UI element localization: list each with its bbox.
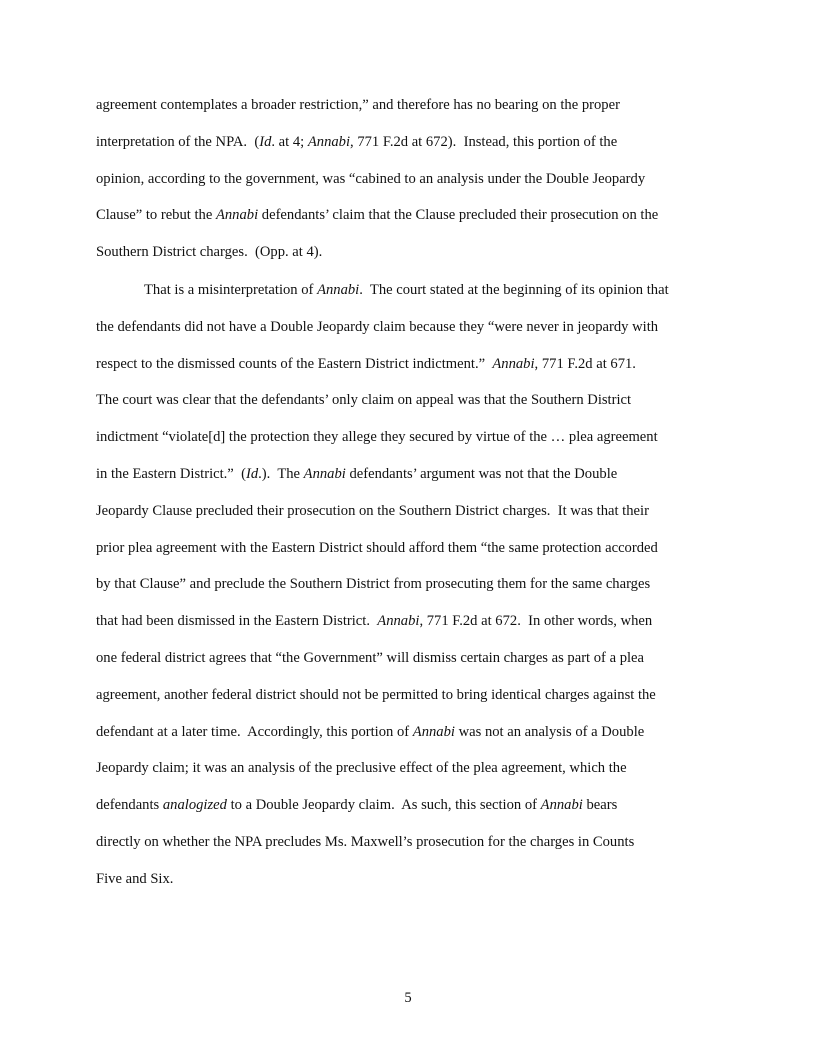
italic-citation: Annabi — [377, 613, 420, 630]
text-line: in the Eastern District.” (Id.). The Annabi defendants’ argument was not that the Double — [96, 466, 618, 482]
text-line: agreement contemplates a broader restriction,” and therefore has no bearing on the proper — [96, 97, 620, 113]
text-line: Jeopardy Clause precluded their prosecution on the Southern District charges. It was that their — [96, 502, 649, 519]
text-line: defendants analogized to a Double Jeopardy claim. As such, this section of Annabi bears — [96, 797, 618, 814]
italic-citation: Annabi — [317, 282, 360, 298]
italic-citation: Id — [259, 133, 272, 150]
text-line: That is a misinterpretation of Annabi. The court stated at the beginning of its opinion that — [144, 282, 669, 298]
italic-citation: Annabi — [215, 207, 259, 224]
text-line: by that Clause” and preclude the Southern District from prosecuting them for the same charges — [96, 576, 651, 593]
text-line: defendant at a later time. Accordingly, this portion of Annabi was not an analysis of a Double — [96, 723, 645, 740]
text-line: The court was clear that the defendants’ only claim on appeal was that the Southern District — [96, 392, 632, 409]
text-line: that had been dismissed in the Eastern District. Annabi, 771 F.2d at 672. In other words, when — [96, 613, 653, 630]
text-line: indictment “violate[d] the protection they allege they secured by virtue of the … plea agreement — [96, 429, 658, 446]
text-line: Clause” to rebut the Annabi defendants’ claim that the Clause precluded their prosecution on the — [96, 207, 659, 224]
italic-citation: Id — [245, 466, 259, 482]
text-line: interpretation of the NPA. (Id. at 4; Annabi, 771 F.2d at 672). Instead, this portion of the — [96, 133, 618, 150]
text-line: prior plea agreement with the Eastern District should afford them “the same protection accorded — [96, 539, 658, 556]
text-line: the defendants did not have a Double Jeopardy claim because they “were never in jeopardy with — [96, 318, 659, 335]
text-line: one federal district agrees that “the Government” will dismiss certain charges as part of a plea — [96, 650, 644, 666]
page-number: 5 — [404, 990, 412, 1006]
italic-citation: analogized — [162, 797, 227, 814]
text-line: agreement, another federal district should not be permitted to bring identical charges against the — [96, 686, 656, 703]
italic-citation: Annabi — [303, 466, 346, 482]
italic-citation: Annabi — [540, 797, 583, 814]
text-line: opinion, according to the government, was “cabined to an analysis under the Double Jeopardy — [96, 170, 646, 187]
text-line: Jeopardy claim; it was an analysis of the preclusive effect of the plea agreement, which the — [96, 760, 627, 777]
text-line: respect to the dismissed counts of the Eastern District indictment.” Annabi, 771 F.2d at 671. — [96, 355, 636, 372]
italic-citation: Annabi — [412, 723, 455, 740]
text-line: directly on whether the NPA precludes Ms. Maxwell’s prosecution for the charges in Counts — [96, 834, 635, 850]
text-line: Five and Six. — [96, 870, 174, 887]
text-line: Southern District charges. (Opp. at 4). — [96, 244, 323, 261]
italic-citation: Annabi — [307, 133, 351, 150]
italic-citation: Annabi — [492, 355, 535, 372]
